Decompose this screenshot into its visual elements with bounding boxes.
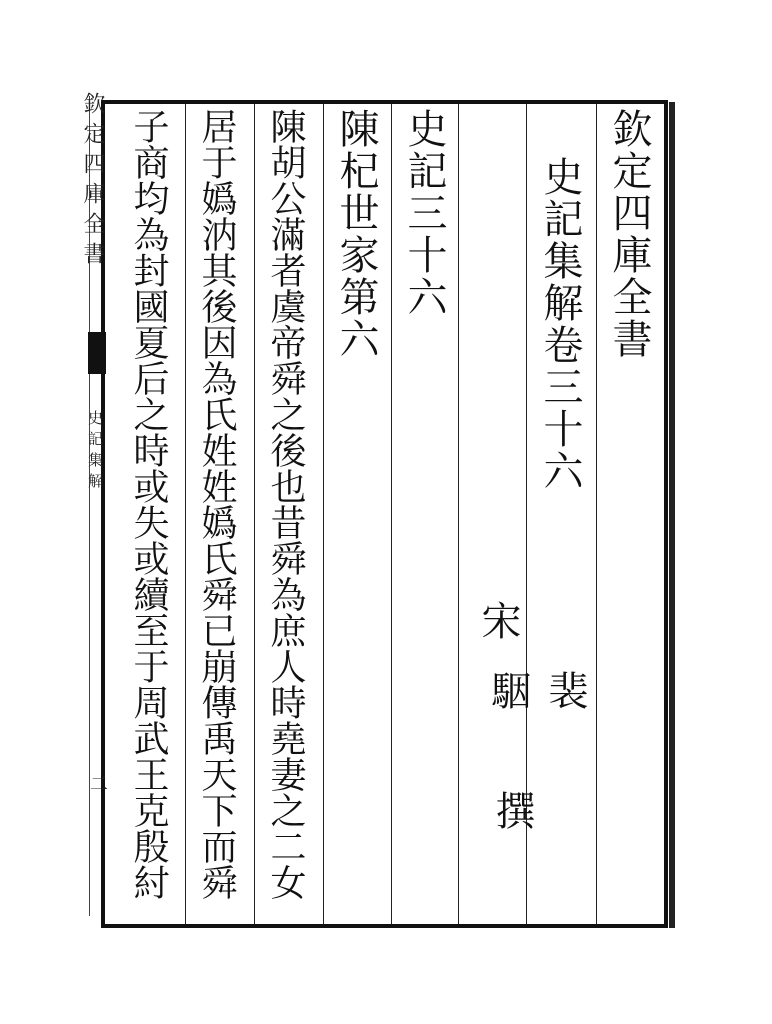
- chapter-title: 陳杞世家第六: [333, 108, 379, 360]
- gutter-book-title: 欽定四庫全書: [80, 92, 105, 272]
- column-rule: [185, 104, 186, 924]
- page-frame-edge: [669, 102, 675, 928]
- column-rule: [391, 104, 392, 924]
- chapter-number: 史記三十六: [401, 108, 447, 318]
- author-dynasty: 宋: [475, 600, 521, 640]
- author-role: 撰: [489, 790, 535, 830]
- gutter-page-number: 二: [90, 774, 108, 795]
- column-rule: [596, 104, 597, 924]
- text-line-3: 子商均為封國夏后之時或失或續至于周武王克殷紂: [128, 108, 169, 900]
- series-title: 欽定四庫全書: [606, 108, 652, 360]
- text-line-2: 居于嬀汭其後因為氏姓姓嬀氏舜已崩傳禹天下而舜: [196, 108, 237, 900]
- volume-title: 史記集解卷三十六: [537, 156, 583, 492]
- column-rule: [458, 104, 459, 924]
- author-name: 裴駰: [485, 670, 588, 710]
- column-rule: [254, 104, 255, 924]
- column-rule: [323, 104, 324, 924]
- text-line-1: 陳胡公滿者虞帝舜之後也昔舜為庶人時堯妻之二女: [265, 108, 306, 900]
- gutter-fishtail-mark: [88, 332, 106, 374]
- gutter-sub-title: 史記集解: [86, 410, 104, 494]
